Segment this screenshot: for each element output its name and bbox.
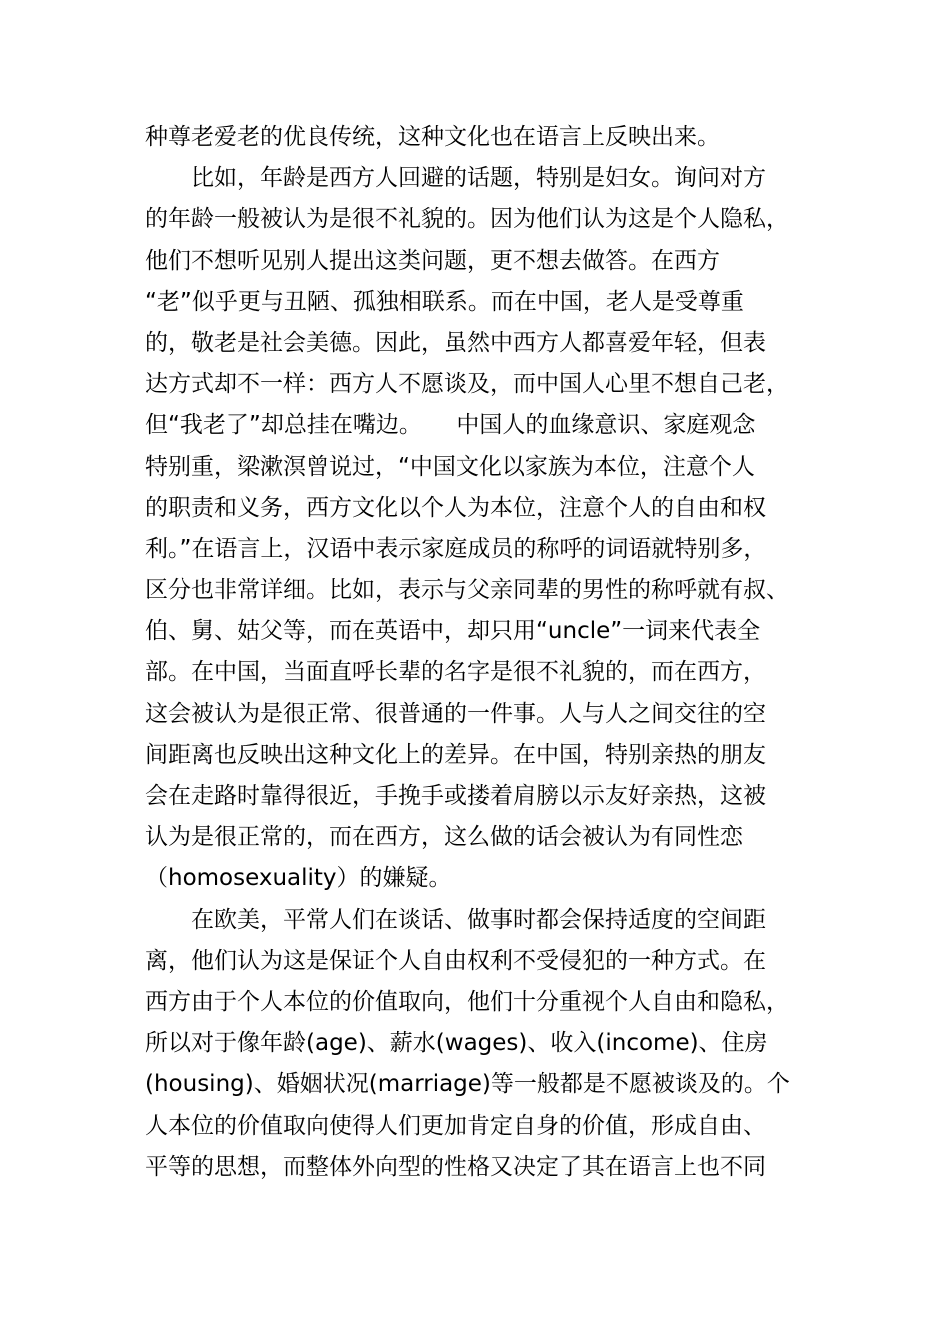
text-line: 所以对于像年龄(age)、薪水(wages)、收入(income)、住房 bbox=[145, 1030, 768, 1057]
text-line: “老”似乎更与丑陋、孤独相联系。而在中国，老人是受尊重 bbox=[145, 288, 744, 315]
text-line: 但“我老了”却总挂在嘴边。 中国人的血缘意识、家庭观念 bbox=[145, 412, 756, 439]
text-line: 的，敬老是社会美德。因此，虽然中西方人都喜爱年轻，但表 bbox=[145, 329, 766, 356]
text-line: 伯、舅、姑父等，而在英语中，却只用“uncle”一词来代表全 bbox=[145, 618, 761, 645]
text-line: 区分也非常详细。比如，表示与父亲同辈的男性的称呼就有叔、 bbox=[145, 577, 789, 604]
text-line: 特别重，梁漱溟曾说过，“中国文化以家族为本位，注意个人 bbox=[145, 453, 755, 480]
text-line: 认为是很正常的，而在西方，这么做的话会被认为有同性恋 bbox=[145, 824, 743, 851]
text-line: 他们不想听见别人提出这类问题，更不想去做答。在西方 bbox=[145, 247, 720, 274]
text-line: 会在走路时靠得很近，手挽手或搂着肩膀以示友好亲热，这被 bbox=[145, 783, 766, 809]
text-line: 达方式却不一样：西方人不愿谈及，而中国人心里不想自己老， bbox=[145, 371, 789, 398]
text-line: 人本位的价值取向使得人们更加肯定自身的价值，形成自由、 bbox=[145, 1112, 766, 1139]
text-line: 的年龄一般被认为是很不礼貌的。因为他们认为这是个人隐私， bbox=[145, 206, 789, 233]
text-line: 离，他们认为这是保证个人自由权利不受侵犯的一种方式。在 bbox=[145, 947, 766, 974]
text-line: 的职责和义务，西方文化以个人为本位，注意个人的自由和权 bbox=[145, 494, 766, 521]
text-line: 比如，年龄是西方人回避的话题，特别是妇女。询问对方 bbox=[145, 165, 766, 192]
text-line: 平等的思想，而整体外向型的性格又决定了其在语言上也不同 bbox=[145, 1153, 766, 1180]
text-line: 在欧美，平常人们在谈话、做事时都会保持适度的空间距 bbox=[145, 906, 766, 933]
text-line: （homosexuality）的嫌疑。 bbox=[145, 865, 452, 892]
text-line: 间距离也反映出这种文化上的差异。在中国，特别亲热的朋友 bbox=[145, 741, 766, 768]
text-line: 西方由于个人本位的价值取向，他们十分重视个人自由和隐私， bbox=[145, 988, 789, 1015]
text-line: 这会被认为是很正常、很普通的一件事。人与人之间交往的空 bbox=[145, 700, 766, 727]
text-line: 部。在中国，当面直呼长辈的名字是很不礼貌的，而在西方， bbox=[145, 659, 766, 686]
text-line: 种尊老爱老的优良传统，这种文化也在语言上反映出来。 bbox=[145, 124, 720, 150]
body-text bbox=[145, 117, 825, 1188]
text-line: 利。”在语言上，汉语中表示家庭成员的称呼的词语就特别多， bbox=[145, 535, 767, 562]
text-line: (housing)、婚姻状况(marriage)等一般都是不愿被谈及的。个 bbox=[145, 1071, 790, 1098]
